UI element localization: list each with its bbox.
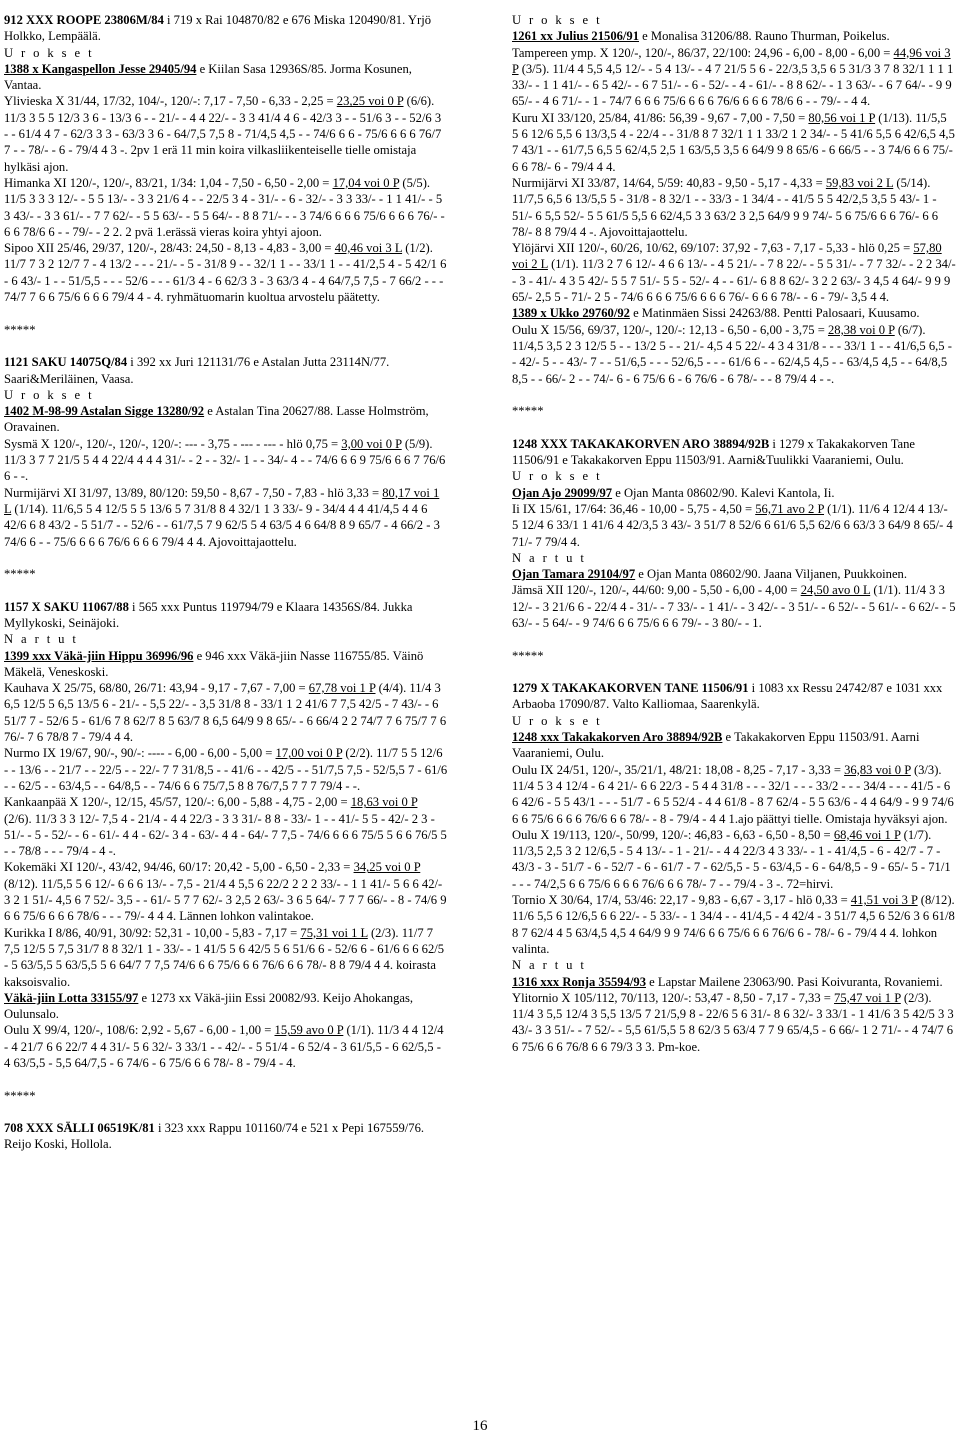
- score-total: 59,83 voi 2 L: [825, 175, 894, 190]
- dog-name: 1248 XXX TAKAKAKORVEN ARO 38894/92B: [512, 436, 770, 451]
- dog-name: 1157 X SAKU 11067/88: [4, 599, 129, 614]
- result-text: Himanka XI 120/-, 120/-, 83/21, 1/34: 1,04 - 7,50 - 6,50 - 2,00 =: [4, 175, 333, 190]
- result-paragraph: [512, 322, 956, 387]
- result-text: Ylöjärvi XII 120/-, 60/26, 10/62, 69/107: 37,92 - 7,63 - 7,17 - 5,33 - hlö 0,25 =: [512, 241, 914, 256]
- class-heading: N a r t u t: [512, 958, 587, 973]
- score-total: 36,83 voi 0 P: [844, 762, 911, 777]
- result-paragraph: [4, 990, 448, 1023]
- dog-name: 912 XXX ROOPE 23806M/84: [4, 13, 164, 27]
- score-total: 75,31 voi 1 L: [300, 925, 368, 940]
- result-text: Nurmijärvi XI 31/97, 13/89, 80/120: 59,50 - 8,67 - 7,50 - 7,83 - hlö 3,33 =: [4, 485, 383, 500]
- result-paragraph: [512, 827, 956, 892]
- score-total: 18,63 voi 0 P: [350, 795, 418, 810]
- result-text: Ii IX 15/61, 17/64: 36,46 - 10,00 - 5,75 - 4,50 =: [512, 501, 756, 516]
- result-paragraph: [4, 745, 448, 794]
- result-text: Kuru XI 33/120, 25/84, 41/86: 56,39 - 9,67 - 7,00 - 7,50 =: [512, 110, 809, 125]
- offspring-name: 1389 x Ukko 29760/92: [512, 306, 630, 321]
- dog-pedigree: i 1083 xx Ressu 24742/87 e 1031 xxx Arbaoba 17090/87. Valto Kalliomaa, Saarenkylä.: [512, 681, 943, 712]
- class-heading: N a r t u t: [512, 550, 587, 565]
- result-text: Tampereen ymp. X 120/-, 120/-, 86/37, 22/100: 24,96 - 6,00 - 8,00 - 6,00 =: [512, 45, 894, 60]
- result-paragraph: [512, 892, 956, 957]
- result-text: Sysmä X 120/-, 120/-, 120/-, 120/-: --- - 3,75 - --- - --- - hlö 0,75 =: [4, 436, 342, 451]
- result-text: e Matinmäen Sissi 24263/88. Pentti Palosaari, Kuusamo.: [629, 306, 920, 321]
- score-total: 28,38 voi 0 P: [827, 322, 895, 337]
- result-paragraph: [512, 45, 956, 110]
- result-text: (2/6). 11/3 3 3 12/- 7,5 4 - 21/4 - 4 4 22/3 - 3 3 31/- 8 8 - 33/- 1 - - 41/- 5 5 - 42/- 2 3 - 51/- - 5 - 52/- - 6 - 61/- 4 4 - 62/- 3 4 - 63/- 4 4 - 64/- 7 7,5 - 74/6 6 6 6 75/5 5 6 6 76/5 5 - - 78/8 - - - 79/4 - 4 -.: [4, 811, 447, 859]
- score-total: 57,80 voi 2 L: [512, 241, 942, 272]
- result-text: e 946 xxx Väkä-jiin Nasse 116755/85. Väinö Mäkelä, Veneskoski.: [4, 648, 424, 679]
- result-text: (3/3). 11/4 5 3 4 12/4 - 6 4 21/- 6 6 22/3 - 5 4 4 31/8 - - - 32/1 - - - 33/2 - - - 34/4 - - - 41/5 - 6 6 42/6 - 5 5 43/1 - - - 51/7 - 6 5 52/4 - 4 4 61/8 - 8 7 62/4 - 5 5 63/6 - 4 4 64/9 - 9 9 74/6 6 6 75/6 6 6 6 76/6 6 6 78/- - 8 - 79/4 - 4 4 1.ajo päättyi tielle. Omistaja hyväksyi ajon.: [512, 762, 954, 826]
- offspring-name: 1261 xx Julius 21506/91: [512, 29, 640, 44]
- dog-pedigree: i 392 xx Juri 121131/76 e Astalan Jutta 23114N/77. Saari&Meriläinen, Vaasa.: [4, 355, 390, 386]
- result-text: e Kiilan Sasa 12936S/85. Jorma Kosunen, Vantaa.: [4, 61, 412, 93]
- section-separator: *****: [4, 567, 36, 582]
- class-heading: U r o k s e t: [4, 45, 94, 60]
- score-total: 24,50 avo 0 L: [800, 583, 871, 598]
- result-text: (2/3). 11/7 7 7,5 12/5 5 7,5 31/7 8 8 32/1 1 - 33/- - 1 41/5 5 6 42/5 5 6 51/6 6 - 52/6 6 - 61/6 6 6 62/5 - 5 63/5,5 5 63/5,5 5 6 64/7 7 7,5 74/6 6 6 75/6 6 6 76/6 6 6 78/- 8 8 79/4 4 4. koirasta kaksoisvalio.: [4, 925, 445, 989]
- section-separator: *****: [512, 648, 544, 663]
- result-text: (4/4). 11/4 3 6,5 12/5 5 6,5 13/5 6 - 21/- - 5,5 22/- - 3,5 31/8 8 - 33/1 1 2 41/6 7 7,5 42/5 - 7 43/- - 6 51/7 7 - 52/6 5 - 61/6 7 8 62/7 8 5 63/7 8 6,5 64/9 9 8 65/- - 6 66/4 2 2 74/7 7 6 75/7 7 6 76/- 7 6 78/8 7 - 79/4 4 4.: [4, 681, 447, 745]
- result-paragraph: [512, 501, 956, 550]
- offspring-name: 1316 xxx Ronja 35594/93: [512, 974, 646, 989]
- result-paragraph: [4, 794, 448, 859]
- score-total: 80,17 voi 1 L: [4, 485, 440, 516]
- result-paragraph: [512, 974, 956, 990]
- result-text: (1/14). 11/6,5 5 4 12/5 5 5 13/6 5 7 31/8 8 4 32/1 1 3 33/- 9 - 34/4 4 4 41/4,5 4 4 6 42/6 6 8 43/2 - 5 51/7 - - 52/6 - - 61/7,5 7 9 62/5 5 4 63/5 4 6 64/8 8 9 65/7 - 4 66/2 - 3 74/6 6 - - 75/6 6 6 6 76/6 6 6 6 79/4 4 4. Ajovoittajaottelu.: [4, 501, 440, 549]
- result-text: (8/12). 11/5,5 5 6 12/- 6 6 6 13/- - 7,5 - 21/4 4 5,5 6 22/2 2 2 2 33/- - 1 1 41/- 5 6 6 42/- 3 2 1 51/- 4,5 6 7 52/- 3,5 - - 61/- 5 7 7 62/- 3 2,5 2 63/- 3 6 5 64/- 7 7 7 66/- - 8 - 74/6 9 6 6 75/6 6 6 6 78/6 - - - 79/- 4 4 4. Lännen lohkon valintakoe.: [4, 876, 447, 924]
- result-paragraph: [512, 762, 956, 827]
- score-total: 68,46 voi 1 P: [833, 827, 901, 842]
- result-paragraph: [4, 93, 448, 174]
- result-text: (6/7). 11/4,5 3,5 2 3 12/5 5 - - 13/2 5 - - 21/- 4,5 4 5 22/- 4 3 4 31/8 - - - 33/1 1 - - 41/6,5 6,5 - - 42/- 5 - - 43/- 7 - - 51/6,5 - - - 52/6,5 - - - 61/6 6 - - 62/4,5 4,5 - - 63/4,5 4,5 - - 64/8,5 8,5 - - 66/- 2 - - 74/- 6 - 6 75/6 6 - 6 76/6 - 6 78/- - - 8 79/4 4 - -.: [512, 322, 952, 386]
- result-text: e Takakakorven Eppu 11503/91. Aarni Vaaraniemi, Oulu.: [512, 730, 920, 761]
- result-paragraph: [512, 305, 956, 321]
- score-total: 17,04 voi 0 P: [332, 175, 400, 190]
- score-total: 34,25 voi 0 P: [353, 860, 421, 875]
- result-paragraph: [4, 1022, 448, 1071]
- dog-entry-heading: [4, 12, 448, 45]
- section-separator: *****: [4, 1088, 36, 1103]
- offspring-name: 1248 xxx Takakakorven Aro 38894/92B: [512, 730, 723, 745]
- result-text: (1/2). 11/7 7 3 2 12/7 7 - 4 13/2 - - - 21/- - 5 - 31/8 9 - - 32/1 1 - - 33/1 1 - - 41/2,5 4 - 5 42/1 6 - 6 43/- 1 - - 51/5,5 - - - 52/6 - - - 61/3 4 - 6 62/3 3 - 3 63/3 4 - 4 64/7,5 7,5 - 7 66/2 - - - 74/7 7 6 6 75/6 6 6 6 79/4 4 - 4. ryhmätuomarin kuoltua arvostelu päätetty.: [4, 241, 447, 305]
- class-heading: U r o k s e t: [4, 387, 94, 402]
- result-text: (6/6). 11/3 3 5 5 12/3 3 6 - 13/3 6 - - 21/- - 4 4 22/- - 3 3 41/4 4 6 - 42/3 3 - - 51/6 3 - - 52/6 3 - - 61/4 4 7 - 62/3 3 3 - 63/3 3 6 - 64/7,5 7,5 8 - 71/4,5 4,5 - - 74/6 6 6 - 75/6 6 6 6 76/7 7 - - 78/- - 6 - 79/4 4 3 -. 2pv 1 erä 11 min koira vilkasliikenteiselle tielle omistaja hylkäsi ajon.: [4, 94, 442, 174]
- result-text: (3/5). 11/4 4 5,5 4,5 12/- - 5 4 13/- - 4 7 21/5 5 6 - 22/3,5 3,5 6 5 31/3 3 7 8 32/1 1 1 1 33/- - 1 1 41/- - 6 5 42/- - 6 7 51/- - 6 - 52/- - 4 - 61/- - 8 8 62/- - 1 3 63/- - 6 7 64/- - 9 9 65/- - 4 6 71/- - 1 - 74/7 6 6 6 75/6 6 6 6 76/6 6 6 6 78/6 6 - - 79/- - 4 4.: [512, 61, 954, 109]
- result-text: Nurmijärvi XI 33/87, 14/64, 5/59: 40,83 - 9,50 - 5,17 - 4,33 =: [512, 175, 826, 190]
- score-total: 56,71 avo 2 P: [755, 501, 825, 516]
- offspring-name: Ojan Ajo 29099/97: [512, 485, 613, 500]
- result-text: Tornio X 30/64, 17/4, 53/46: 22,17 - 9,83 - 6,67 - 3,17 - hlö 0,33 =: [512, 893, 851, 908]
- result-text: Sipoo XII 25/46, 29/37, 120/-, 28/43: 24,50 - 8,13 - 4,83 - 3,00 =: [4, 241, 335, 256]
- section-separator: *****: [512, 404, 544, 419]
- result-text: (5/5). 11/5 3 3 3 12/- - 5 5 13/- - 3 3 21/6 4 - - 22/5 3 4 - 31/- - 6 - 32/- - 3 3 33/- - 1 1 41/- - 5 3 43/- - 3 3 61/- - 7 7 62/- - 5 5 63/- - 5 5 64/- - 8 8 71/- - - 3 74/6 6 6 6 75/6 6 6 6 76/- - 6 6 78/6 6 - - 79/- - 2 2. 2 pvä 1.erässä vieras koira yhtyi ajoon.: [4, 175, 445, 239]
- result-paragraph: [4, 175, 448, 240]
- dog-pedigree: i 719 x Rai 104870/82 e 676 Miska 120490/81. Yrjö Holkko, Lempäälä.: [4, 13, 432, 44]
- result-text: Kokemäki XI 120/-, 43/42, 94/46, 60/17: 20,42 - 5,00 - 6,50 - 2,33 =: [4, 860, 354, 875]
- result-text: Kankaanpää X 120/-, 12/15, 45/57, 120/-: 6,00 - 5,88 - 4,75 - 2,00 =: [4, 795, 351, 810]
- left-column: [4, 12, 448, 1153]
- result-text: Kauhava X 25/75, 68/80, 26/71: 43,94 - 9,17 - 7,67 - 7,00 =: [4, 681, 309, 696]
- result-text: (1/7). 11/3,5 2,5 3 2 12/6,5 - 5 4 13/- - 1 - 21/- - 4 4 22/3 4 3 33/- - 1 - 41/4,5 - 6 - 42/7 - 7 - 43/3 - 3 - 51/7 - 6 - 52/7 - 6 - 61/7 - 7 - 62/5,5 - 5 - 63/4,5 - 6 - 64/8,5 - 9 - 65/- 5 - 71/1 - - - 74/2,5 6 6 75/6 6 6 6 76/6 6 6 78/- 7 - - 79/4 - 3 -. 72=hirvi.: [512, 827, 951, 891]
- result-paragraph: [512, 566, 956, 582]
- score-total: 3,00 voi 0 P: [341, 436, 402, 451]
- result-text: e Lapstar Mailene 23063/90. Pasi Koivuranta, Rovaniemi.: [646, 974, 943, 989]
- result-text: (5/9). 11/3 3 7 7 21/5 5 4 4 22/4 4 4 4 31/- - 2 - - 32/- 1 - - 34/- 4 - - 74/6 6 6 9 75/6 6 6 7 76/6 6 - -.: [4, 436, 446, 484]
- dog-name: 708 XXX SÄLLI 06519K/81: [4, 1121, 155, 1136]
- right-column: [512, 12, 956, 1055]
- dog-pedigree: i 565 xxx Puntus 119794/79 e Klaara 14356S/84. Jukka Myllykoski, Seinäjoki.: [4, 599, 413, 630]
- class-heading: U r o k s e t: [512, 469, 602, 484]
- score-total: 40,46 voi 3 L: [334, 241, 403, 256]
- score-total: 23,25 voi 0 P: [336, 94, 404, 109]
- offspring-name: Väkä-jiin Lotta 33155/97: [4, 990, 139, 1005]
- score-total: 67,78 voi 1 P: [308, 681, 376, 696]
- result-paragraph: [4, 403, 448, 436]
- score-total: 44,96 voi 3 P: [512, 45, 951, 76]
- result-text: Ylitornio X 105/112, 70/113, 120/-: 53,47 - 8,50 - 7,17 - 7,33 =: [512, 990, 835, 1005]
- offspring-name: 1399 xxx Väkä-jiin Hippu 36996/96: [4, 648, 194, 663]
- result-text: (2/2). 11/7 5 5 12/6 - - 13/6 - - 21/7 - - 22/5 - - 22/- 7 7 31/8,5 - - 41/6 - - 42/5 - - 51/7,5 7,5 - 52/5,5 7 - 61/6 - - 62/5 - - 63/4,5 - - 64/8,5 - - 74/6 6 6 75/7,5 8 8 76/7,5 7 7 7 79/4 - -.: [4, 746, 448, 793]
- offspring-name: 1402 M-98-99 Astalan Sigge 13280/92: [4, 404, 205, 419]
- result-paragraph: [512, 175, 956, 240]
- result-text: (8/12). 11/6 5,5 6 12/6,5 6 6 22/- - 5 33/- - 1 34/4 - - 41/4,5 - 4 42/4 - 3 51/7 4,5 6 52/6 3 6 61/8 8 7 62/4 4 5 63/4,5 4,5 4 64/9 9 9 74/6 6 6 75/6 6 6 76/6 6 - 78/- 6 - 79/4 4 4. lohkon valinta.: [512, 893, 955, 956]
- result-paragraph: [4, 436, 448, 485]
- result-paragraph: [512, 110, 956, 175]
- result-text: Ylivieska X 31/44, 17/32, 104/-, 120/-: 7,17 - 7,50 - 6,33 - 2,25 =: [4, 94, 337, 109]
- result-paragraph: [4, 485, 448, 550]
- class-heading: N a r t u t: [4, 632, 79, 647]
- result-text: e Ojan Manta 08602/90. Kalevi Kantola, Ii.: [612, 485, 835, 500]
- result-paragraph: [512, 990, 956, 1055]
- result-text: e Ojan Manta 08602/90. Jaana Viljanen, Puukkoinen.: [635, 567, 907, 582]
- result-text: Oulu X 15/56, 69/37, 120/-, 120/-: 12,13 - 6,50 - 6,00 - 3,75 =: [512, 322, 828, 337]
- offspring-name: Ojan Tamara 29104/97: [512, 567, 636, 582]
- result-text: (1/1). 11/4 3 3 12/- - 3 21/6 6 - 22/4 4 - 31/- - 7 33/- - 1 41/- - 3 42/- - 3 51/- - 6 52/- - 5 61/- - 6 62/- - 5 63/- - 5 64/- - 9 74/6 6 6 75/6 6 6 79/- - 3 80/- - 1.: [512, 583, 956, 630]
- result-text: e Monalisa 31206/88. Rauno Thurman, Poikelus.: [639, 29, 890, 44]
- result-text: Jämsä XII 120/-, 120/-, 44/60: 9,00 - 5,50 - 6,00 - 4,00 =: [512, 583, 801, 598]
- result-text: (1/1). 11/3 4 4 12/4 - 4 21/7 6 6 22/7 4 4 31/- 5 6 32/- 3 33/1 - - 42/- - 5 51/4 - 6 52/4 - 3 61/5,5 - 6 62/5,5 - 4 63/5,5 - 5,5 64/7,5 - 6 74/6 - 6 75/6 6 6 78/- 8 - 79/4 - 4.: [4, 1023, 444, 1070]
- result-paragraph: [512, 582, 956, 631]
- result-text: Oulu X 19/113, 120/-, 50/99, 120/-: 46,83 - 6,63 - 6,50 - 8,50 =: [512, 827, 834, 842]
- score-total: 80,56 voi 1 P: [808, 110, 876, 125]
- result-text: e 1273 xx Väkä-jiin Essi 20082/93. Keijo Ahokangas, Oulunsalo.: [4, 990, 414, 1022]
- dog-entry-heading: [4, 354, 448, 387]
- dog-name: 1279 X TAKAKAKORVEN TANE 11506/91: [512, 681, 749, 696]
- result-paragraph: [4, 240, 448, 305]
- result-paragraph: [4, 925, 448, 990]
- dog-entry-heading: [4, 1120, 448, 1153]
- result-paragraph: [4, 859, 448, 924]
- class-heading: U r o k s e t: [512, 13, 602, 27]
- dog-name: 1121 SAKU 14075Q/84: [4, 355, 128, 370]
- score-total: 41,51 voi 3 P: [850, 893, 918, 908]
- result-text: (1/1). 11/3 2 7 6 12/- 4 6 6 13/- - 4 5 21/- - 7 8 22/- - 5 5 31/- - 7 7 32/- - 2 2 34/- - 3 - 41/- 4 3 5 42/- 5 5 7 51/- 5 5 - 52/- 4 - - 61/- 6 8 8 62/- 3 2 2 63/- 3 4,5 4 64/- 9 9 9 65/- 2,5 5 - 71/- 2 5 - 74/6 6 6 6 75/6 6 6 6 76/- 6 6 6 78/- - 6 - 79/- 3,5 4 4.: [512, 257, 956, 305]
- result-text: (1/1). 11/6 4 12/4 4 13/- 5 12/4 6 33/1 1 41/6 4 42/3,5 3 43/- 3 51/7 8 52/6 6 61/6 5,5 62/6 6 63/3 3 64/9 8 65/- 4 71/- 7 79/4 4.: [512, 501, 953, 549]
- result-text: Kurikka I 8/86, 40/91, 30/92: 52,31 - 10,00 - 5,83 - 7,17 =: [4, 925, 301, 940]
- score-total: 15,59 avo 0 P: [274, 1023, 344, 1038]
- result-paragraph: [512, 240, 956, 305]
- result-paragraph: [512, 485, 956, 501]
- result-text: e Astalan Tina 20627/88. Lasse Holmström, Oravainen.: [4, 404, 429, 435]
- result-paragraph: [512, 28, 956, 44]
- result-text: (5/14). 11/7,5 6,5 6 13/5,5 5 - 31/8 - 8 32/1 - - 33/3 - 1 34/4 - - 41/5 5 5 42/2,5 3,5 5 43/- 1 - 51/- 6 5,5 52/- 5 5 61/5 5,5 6 62/4,5 3 3 63/2 3 2,5 64/9 9 9 74/- 5 6 75/6 6 6 76/- 6 6 78/- 8 8 79/4 4 -. Ajovoittajaottelu.: [512, 175, 939, 239]
- offspring-name: 1388 x Kangaspellon Jesse 29405/94: [4, 61, 197, 76]
- result-text: Oulu X 99/4, 120/-, 108/6: 2,92 - 5,67 - 6,00 - 1,00 =: [4, 1023, 275, 1038]
- page-number: 16: [472, 1418, 488, 1434]
- score-total: 17,00 voi 0 P: [275, 746, 343, 761]
- result-paragraph: [512, 729, 956, 762]
- result-text: (1/13). 11/5,5 5 6 12/6 5,5 6 13/3,5 4 - 22/4 - - 31/8 8 7 32/1 1 1 33/2 1 2 34/- - 5 41/6 5,5 6 42/6,5 4,5 7 43/1 - - 61/7,5 6,5 5 62/4,5 2,5 1 63/5,5 3,5 6 64/9 9 8 65/6 - 6 66/5 - - 3 74/6 6 6 75/- 6 6 78/- 6 - 79/4 4 4.: [512, 110, 955, 174]
- section-separator: *****: [4, 322, 36, 337]
- result-paragraph: [4, 648, 448, 681]
- result-paragraph: [4, 61, 448, 94]
- dog-entry-heading: [4, 599, 448, 632]
- result-text: (2/3). 11/4 3 5,5 12/4 3 5,5 13/5 7 21/5,9 8 - 22/6 5 6 31/- 8 6 32/- 3 33/1 - 1 41/6 3 5 42/5 3 3 43/- 3 3 51/- - 7 52/- - 5,5 61/5,5 5 8 62/3 5 63/4 7 7 9 65/4,5 - 6 66/- 1 2 71/- - 4 74/7 6 6 75/6 6 6 76/8 6 6 79/3 3 3. Pm-koe.: [512, 990, 954, 1054]
- result-text: Oulu IX 24/51, 120/-, 35/21/1, 48/21: 18,08 - 8,25 - 7,17 - 3,33 =: [512, 762, 845, 777]
- dog-pedigree: i 1279 x Takakakorven Tane 11506/91 e Takakakorven Eppu 11503/91. Aarni&Tuulikki Vaaraniemi, Oulu.: [512, 436, 915, 468]
- dog-entry-heading: [512, 436, 956, 469]
- dog-entry-heading: [512, 680, 956, 713]
- result-text: Nurmo IX 19/67, 90/-, 90/-: ---- - 6,00 - 6,00 - 5,00 =: [4, 746, 276, 761]
- dog-pedigree: i 323 xxx Rappu 101160/74 e 521 x Pepi 167559/76. Reijo Koski, Hollola.: [4, 1121, 425, 1152]
- result-paragraph: [4, 680, 448, 745]
- score-total: 75,47 voi 1 P: [834, 990, 901, 1005]
- class-heading: U r o k s e t: [512, 713, 602, 728]
